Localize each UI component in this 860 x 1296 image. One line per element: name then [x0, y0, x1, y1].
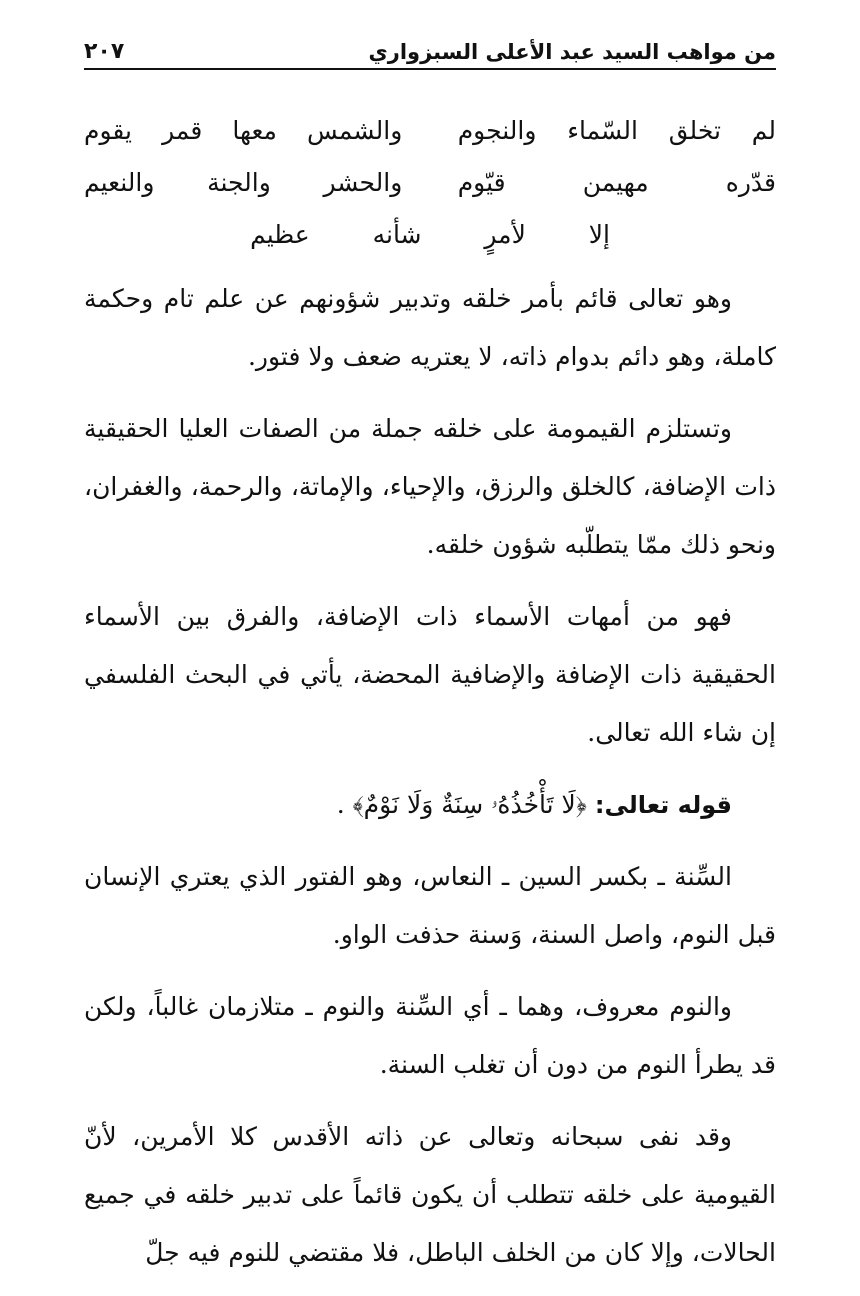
paragraph: السِّنة ـ بكسر السين ـ النعاس، وهو الفتور الذي يعتري الإنسان قبل النوم، واصل السنة، وَسنة حذفت الواو.: [84, 862, 776, 949]
paragraph: وتستلزم القيمومة على خلقه جملة من الصفات العليا الحقيقية ذات الإضافة، كالخلق والرزق، والإحياء، والإماتة، والرحمة، والغفران، ونحو ذلك ممّا يتطلّبه شؤون خلقه.: [84, 414, 776, 559]
quran-verse: ﴿لَا تَأْخُذُهُۥ سِنَةٌ وَلَا نَوْمٌ﴾: [352, 790, 587, 819]
page-header: [84, 28, 776, 70]
poem-hemistich-first: لم تخلق السّماء والنجوم: [457, 115, 776, 145]
poem-hemistich-second: والشمس معها قمر يقوم: [84, 115, 403, 145]
quran-verse-heading: [84, 776, 776, 834]
paragraph: وقد نفى سبحانه وتعالى عن ذاته الأقدس كلا الأمرين، لأنّ القيومية على خلقه تتطلب أن يكون قائماً على تدبير خلقه في جميع الحالات، وإلا كان من الخلف الباطل، فلا مقتضي للنوم فيه جلّ: [84, 1122, 776, 1267]
quran-heading-label: قوله تعالى:: [594, 791, 732, 819]
paragraph: فهو من أمهات الأسماء ذات الإضافة، والفرق بين الأسماء الحقيقية ذات الإضافة والإضافية المحضة، يأتي في البحث الفلسفي إن شاء الله تعالى.: [84, 602, 776, 747]
poem-verse-final: [84, 208, 776, 260]
paragraph: والنوم معروف، وهما ـ أي السِّنة والنوم ـ متلازمان غالباً، ولكن قد يطرأ النوم من دون أن تغلب السنة.: [84, 992, 776, 1079]
poem-hemistich-second: والحشر والجنة والنعيم: [84, 167, 403, 197]
poem: [84, 104, 776, 260]
poem-hemistich-first: قدّره مهيمن قيّوم: [457, 167, 776, 197]
paragraph: وهو تعالى قائم بأمر خلقه وتدبير شؤونهم عن علم تام وحكمة كاملة، وهو دائم بدوام ذاته، لا يعتريه ضعف ولا فتور.: [84, 284, 776, 371]
quran-heading-end: .: [336, 790, 345, 819]
poem-hemistich-center: إلا لأمرٍ شأنه عظيم: [250, 219, 610, 249]
poem-verse: [84, 156, 776, 208]
running-title: من مواهب السيد عبد الأعلى السبزواري: [368, 40, 776, 64]
page-number: ٢٠٧: [84, 39, 125, 64]
poem-verse: [84, 104, 776, 156]
body-text: [84, 270, 776, 1296]
